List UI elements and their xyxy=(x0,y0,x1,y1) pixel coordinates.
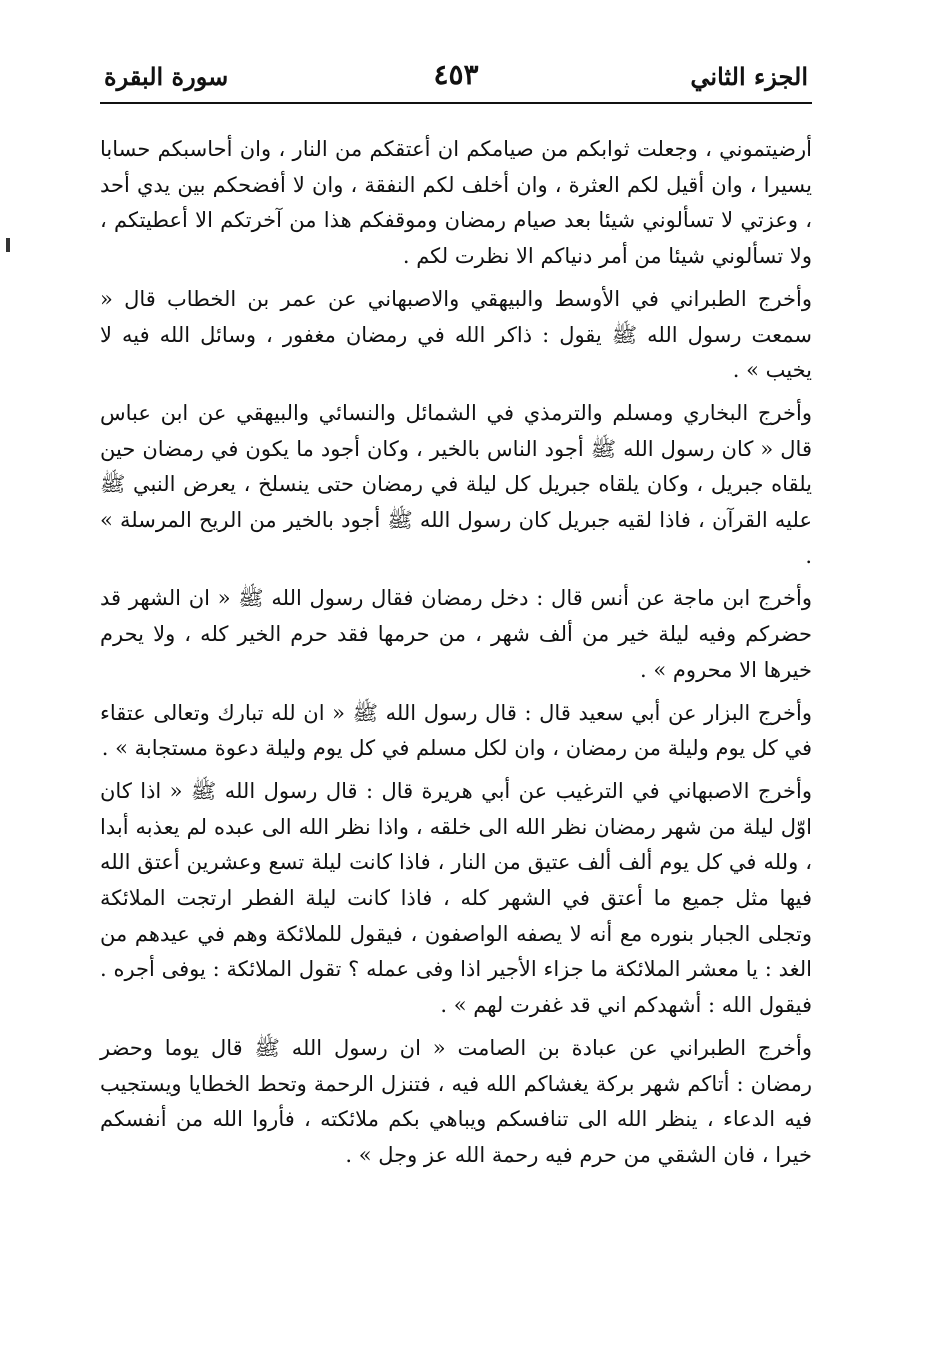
page-number: ٤٥٣ xyxy=(433,58,479,91)
paragraph: وأخرج الطبراني عن عبادة بن الصامت « ان رسول الله ﷺ قال يوما وحضر رمضان : أتاكم شهر بركة يغشاكم الله فيه ، فتنزل الرحمة وتحط الخطايا ويستجيب فيه الدعاء ، ينظر الله الى تنافسكم ويباهي بكم ملائكته ، فأروا الله من أنفسكم خيرا ، فان الشقي من حرم فيه رحمة الله عز وجل » . xyxy=(100,1035,812,1167)
paragraph: أرضيتموني ، وجعلت ثوابكم من صيامكم ان أعتقكم من النار ، وان أحاسبكم حسابا يسيرا ، وان أقيل لكم العثرة ، وان أخلف لكم النفقة ، وان لا أفضحكم بين يدي أحد ، وعزتي لا تسألوني شيئا بعد صيام رمضان وموقفكم هذا من آخرتكم الا أعطيتكم ، ولا تسألوني شيئا من أمر دنياكم الا نظرت لكم . xyxy=(100,137,812,269)
part-title: الجزء الثاني xyxy=(690,62,808,91)
body-text xyxy=(100,132,812,1174)
book-page xyxy=(100,50,812,1290)
paragraph: وأخرج ابن ماجة عن أنس قال : دخل رمضان فقال رسول الله ﷺ « ان الشهر قد حضركم وفيه ليلة خير من ألف شهر ، من حرمها فقد حرم الخير كله ، ولا يحرم خيرها الا محروم » . xyxy=(100,586,812,682)
margin-mark xyxy=(6,238,10,252)
paragraph: وأخرج البزار عن أبي سعيد قال : قال رسول الله ﷺ « ان لله تبارك وتعالى عتقاء في كل يوم وليلة من رمضان ، وان لكل مسلم في كل يوم وليلة دعوة مستجابة » . xyxy=(100,700,812,761)
paragraph: وأخرج الطبراني في الأوسط والبيهقي والاصبهاني عن عمر بن الخطاب قال « سمعت رسول الله ﷺ يقول : ذاكر الله في رمضان مغفور ، وسائل الله فيه لا يخيب » . xyxy=(100,286,812,383)
paragraph: وأخرج البخاري ومسلم والترمذي في الشمائل والنسائي والبيهقي عن ابن عباس قال « كان رسول الله ﷺ أجود الناس بالخير ، وكان أجود ما يكون في رمضان حين يلقاه جبريل ، وكان يلقاه جبريل كل ليلة في رمضان حتى ينسلخ ، يعرض النبي ﷺ عليه القرآن ، فاذا لقيه جبريل كان رسول الله ﷺ أجود بالخير من الريح المرسلة » . xyxy=(100,400,812,568)
running-header xyxy=(100,50,812,104)
paragraph: وأخرج الاصبهاني في الترغيب عن أبي هريرة قال : قال رسول الله ﷺ « اذا كان اوّل ليلة من شهر رمضان نظر الله الى خلقه ، واذا نظر الله الى عبده لم يعذبه أبدا ، ولله في كل يوم ألف ألف عتيق من النار ، فاذا كانت ليلة تسع وعشرين أعتق الله فيها مثل جميع ما أعتق في الشهر كله ، فاذا كانت ليلة الفطر ارتجت الملائكة وتجلى الجبار بنوره مع أنه لا يصفه الواصفون ، فيقول للملائكة وهم في عيدهم من الغد : يا معشر الملائكة ما جزاء الأجير اذا وفى عمله ؟ تقول الملائكة : يوفى أجره . فيقول الله : أشهدكم اني قد غفرت لهم » . xyxy=(100,778,812,1018)
surah-title: سورة البقرة xyxy=(104,62,229,91)
